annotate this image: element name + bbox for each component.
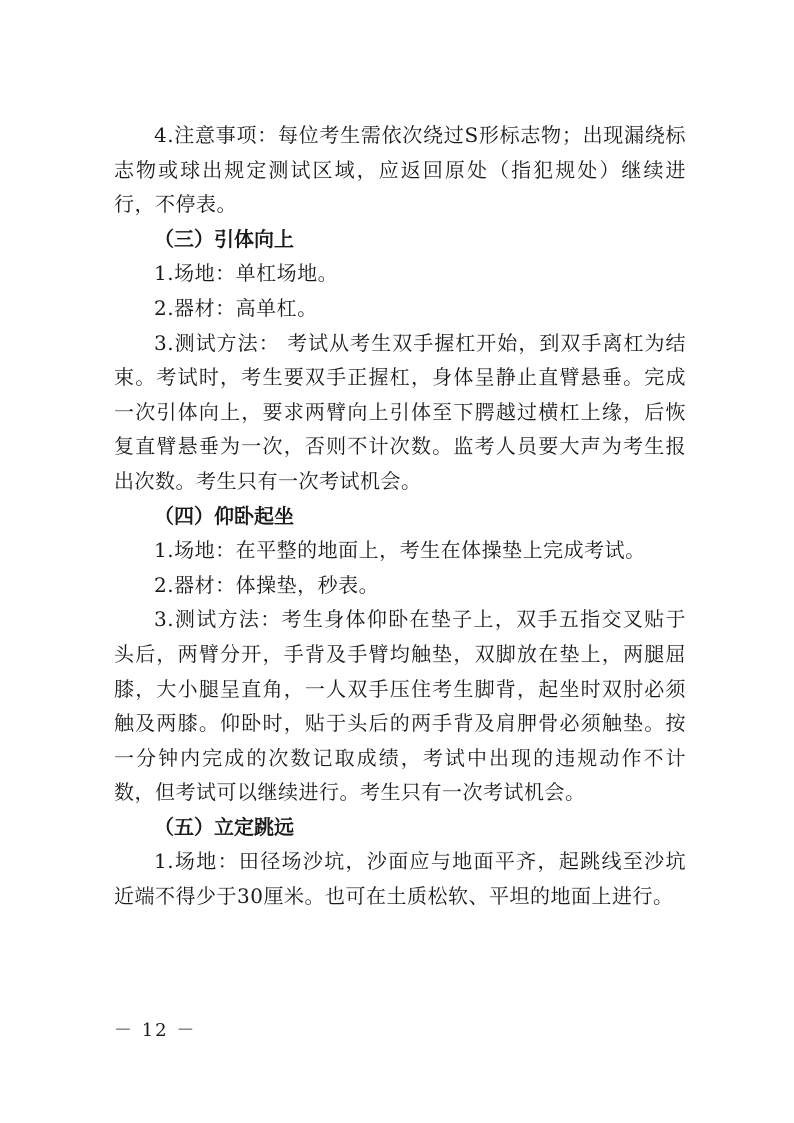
section-heading-sit-up: （四）仰卧起坐 [154,503,294,528]
paragraph-sit-up-venue: 1.场地：在平整的地面上，考生在体操垫上完成考试。 [154,538,646,563]
paragraph-standing-jump-venue: 1.场地：田径场沙坑，沙面应与地面平齐，起跳线至沙坑近端不得少于30厘米。也可在土质松软、平坦的地面上进行。 [114,849,686,909]
page-number: － 12 － [114,1020,197,1041]
paragraph-pull-up-venue: 1.场地：单杠场地。 [154,261,339,286]
paragraph-sit-up-equipment: 2.器材：体操垫，秒表。 [154,572,380,597]
document-body [114,118,686,914]
paragraph-notes: 4.注意事项：每位考生需依次绕过S形标志物；出现漏绕标志物或球出规定测试区域，应返回原处（指犯规处）继续进行，不停表。 [114,123,686,217]
paragraph-pull-up-method: 3.测试方法： 考试从考生双手握杠开始，到双手离杠为结束。考试时，考生要双手正握杠，身体呈静止直臂悬垂。完成一次引体向上，要求两臂向上引体至下腭越过横杠上缘，后恢复直臂悬垂为一次，否则不计次数。监考人员要大声为考生报出次数。考生只有一次考试机会。 [114,330,686,493]
paragraph-sit-up-method: 3.测试方法：考生身体仰卧在垫子上，双手五指交叉贴于头后，两臂分开，手背及手臂均触垫，双脚放在垫上，两腿屈膝，大小腿呈直角，一人双手压住考生脚背，起坐时双肘必须触及两膝。仰卧时，贴于头后的两手背及肩胛骨必须触垫。按一分钟内完成的次数记取成绩，考试中出现的违规动作不计数，但考试可以继续进行。考生只有一次考试机会。 [114,607,686,805]
section-heading-pull-up: （三）引体向上 [154,226,294,251]
paragraph-pull-up-equipment: 2.器材：高单杠。 [154,295,318,320]
section-heading-standing-jump: （五）立定跳远 [154,814,294,839]
